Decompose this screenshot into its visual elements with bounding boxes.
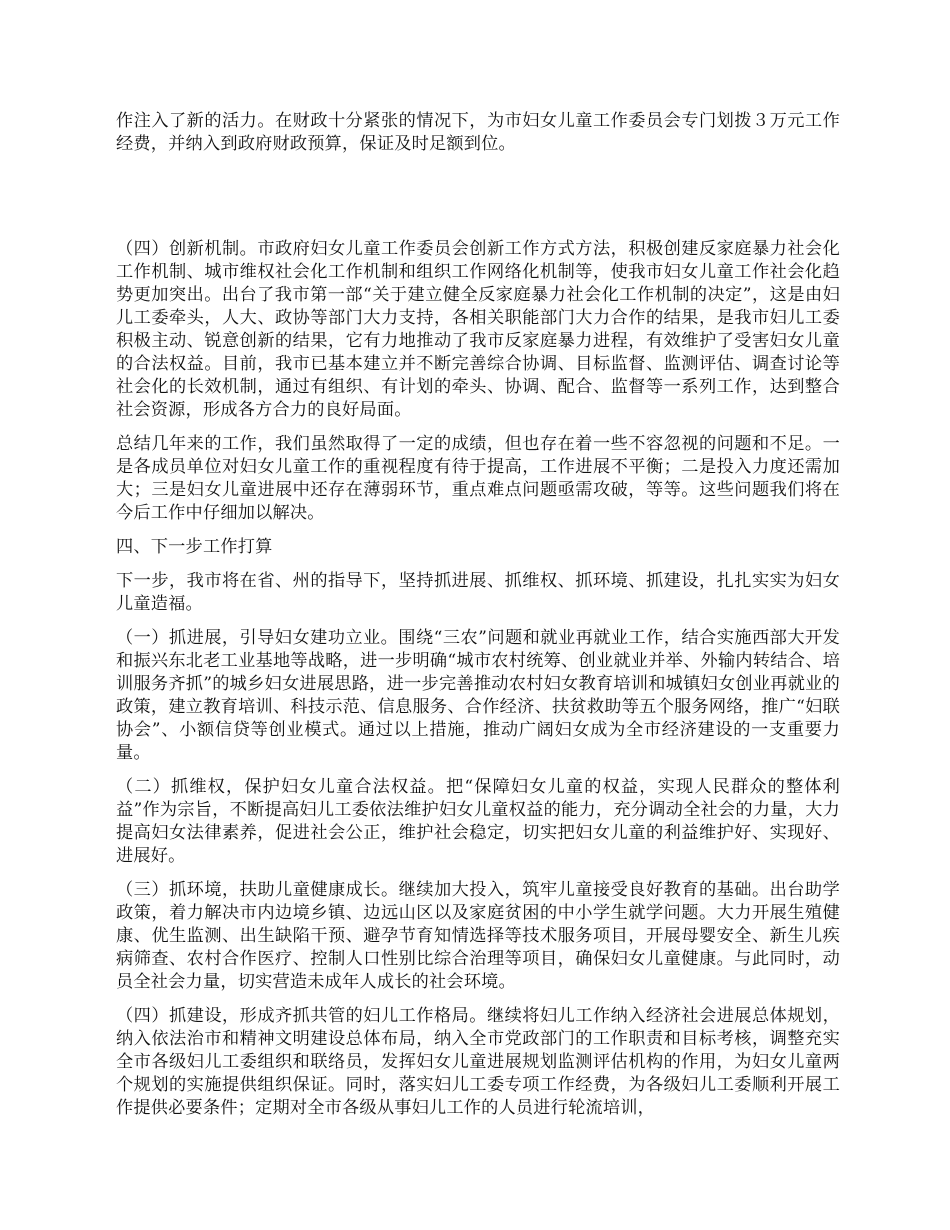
paragraph-construction: （四）抓建设，形成齐抓共管的妇儿工作格局。继续将妇儿工作纳入经济社会进展总体规划，纳入依法治市和精神文明建设总体布局，纳入全市党政部门的工作职责和目标考核，调整充实全市各级妇儿工委组织和联络员，发挥妇女儿童进展规划监测评估机构的作用，为妇女儿童两个规划的实施提供组织保证。同时，落实妇儿工委专项工作经费，为各级妇儿工委顺利开展工作提供必要条件；定期对全市各级从事妇儿工作的人员进行轮流培训， [116, 1006, 840, 1118]
section-heading-next-steps: 四、下一步工作打算 [116, 537, 273, 557]
document-page [116, 110, 840, 1120]
paragraph-funding: 作注入了新的活力。在财政十分紧张的情况下，为市妇女儿童工作委员会专门划拨３万元工作经费，并纳入到政府财政预算，保证及时足额到位。 [116, 111, 840, 154]
paragraph-development: （一）抓进展，引导妇女建功立业。围绕“三农”问题和就业再就业工作，结合实施西部大开发和振兴东北老工业基地等战略，进一步明确“城市农村统筹、创业就业并举、外输内转结合、培训服务齐抓”的城乡妇女进展思路，进一步完善推动农村妇女教育培训和城镇妇女创业再就业的政策，建立教育培训、科技示范、信息服务、合作经济、扶贫救助等五个服务网络，推广“妇联 协会”、小额信贷等创业模式。通过以上措施，推动广阔妇女成为全市经济建设的一支重要力量。 [116, 628, 840, 763]
paragraph-summary-problems: 总结几年来的工作，我们虽然取得了一定的成绩，但也存在着一些不容忽视的问题和不足。一是各成员单位对妇女儿童工作的重视程度有待于提高，工作进展不平衡；二是投入力度还需加大；三是妇女儿童进展中还存在薄弱环节，重点难点问题亟需攻破，等等。这些问题我们将在今后工作中仔细加以解决。 [116, 434, 840, 523]
paragraph-rights-protection: （二）抓维权，保护妇女儿童合法权益。把“保障妇女儿童的权益，实现人民群众的整体利益”作为宗旨，不断提高妇儿工委依法维护妇女儿童权益的能力，充分调动全社会的力量，大力提高妇女法律素养，促进社会公正，维护社会稳定，切实把妇女儿童的利益维护好、实现好、进展好。 [116, 777, 840, 866]
blank-gap [116, 156, 840, 238]
paragraph-next-steps-intro: 下一步，我市将在省、州的指导下，坚持抓进展、抓维权、抓环境、抓建设，扎扎实实为妇女儿童造福。 [116, 571, 840, 614]
paragraph-innovation-mechanism: （四）创新机制。市政府妇女儿童工作委员会创新工作方式方法，积极创建反家庭暴力社会化工作机制、城市维权社会化工作机制和组织工作网络化机制等，使我市妇女儿童工作社会化趋势更加突出。出台了我市第一部“关于建立健全反家庭暴力社会化工作机制的决定”，这是由妇儿工委牵头，人大、政协等部门大力支持，各相关职能部门大力合作的结果，是我市妇儿工委积极主动、锐意创新的结果，它有力地推动了我市反家庭暴力进程，有效维护了受害妇女儿童的合法权益。目前，我市已基本建立并不断完善综合协调、目标监督、监测评估、调查讨论等社会化的长效机制，通过有组织、有计划的牵头、协调、配合、监督等一系列工作，达到整合社会资源，形成各方合力的良好局面。 [116, 239, 840, 420]
paragraph-environment: （三）抓环境，扶助儿童健康成长。继续加大投入，筑牢儿童接受良好教育的基础。出台助学政策，着力解决市内边境乡镇、边远山区以及家庭贫困的中小学生就学问题。大力开展生殖健康、优生监测、出生缺陷干预、避孕节育知情选择等技术服务项目，开展母婴安全、新生儿疾病筛查、农村合作医疗、控制人口性别比综合治理等项目，确保妇女儿童健康。与此同时，动员全社会力量，切实营造未成年人成长的社会环境。 [116, 880, 840, 992]
